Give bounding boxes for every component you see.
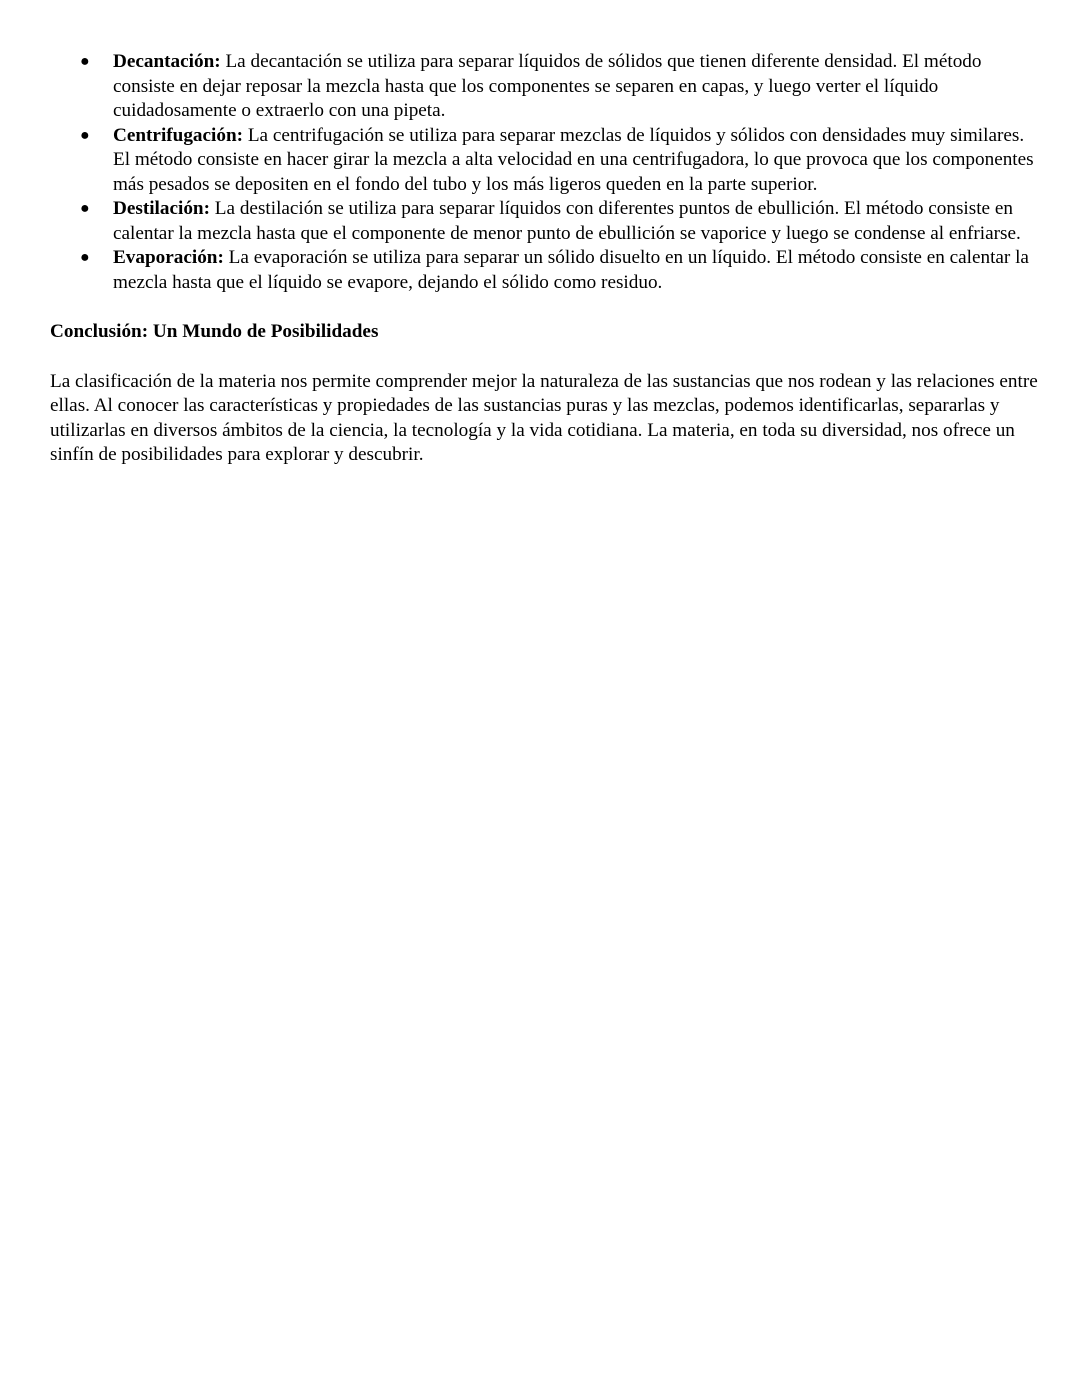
bullet-icon: ● <box>80 53 90 70</box>
method-description: La centrifugación se utiliza para separar mezclas de líquidos y sólidos con densidades muy similares. El método consiste en hacer girar la mezcla a alta velocidad en una centrifugadora, lo que provoca que los componentes más pesados se depositen en el fondo del tubo y los más ligeros queden en la parte superior. <box>113 124 1034 195</box>
list-item <box>50 197 1040 246</box>
method-description: La decantación se utiliza para separar líquidos de sólidos que tienen diferente densidad. El método consiste en dejar reposar la mezcla hasta que los componentes se separen en capas, y luego verter el líquido cuidadosamente o extraerlo con una pipeta. <box>113 51 982 121</box>
bullet-icon: ● <box>80 249 90 266</box>
method-term: Decantación: <box>113 51 221 72</box>
method-term: Evaporación: <box>113 247 224 268</box>
list-item <box>50 246 1040 295</box>
method-term: Centrifugación: <box>113 124 244 146</box>
method-description: La destilación se utiliza para separar líquidos con diferentes puntos de ebullición. El método consiste en calentar la mezcla hasta que el componente de menor punto de ebullición se vaporice y luego se condense al enfriarse. <box>113 198 1021 244</box>
conclusion-heading: Conclusión: Un Mundo de Posibilidades <box>50 321 379 342</box>
method-description: La evaporación se utiliza para separar un sólido disuelto en un líquido. El método consiste en calentar la mezcla hasta que el líquido se evapore, dejando el sólido como residuo. <box>113 247 1029 293</box>
bullet-icon: ● <box>80 126 90 144</box>
separation-methods-list <box>50 50 1040 295</box>
conclusion-paragraph: La clasificación de la materia nos permite comprender mejor la naturaleza de las sustancias que nos rodean y las relaciones entre ellas. Al conocer las características y propiedades de las sustancias puras y las mezclas, podemos identificarlas, separarlas y utilizarlas en diversos ámbitos de la ciencia, la tecnología y la vida cotidiana. La materia, en toda su diversidad, nos ofrece un sinfín de posibilidades para explorar y descubrir. <box>50 370 1038 465</box>
bullet-icon: ● <box>80 200 90 217</box>
list-item <box>50 50 1040 124</box>
document-page <box>50 50 1040 468</box>
list-item <box>50 124 1040 198</box>
method-term: Destilación: <box>113 198 210 219</box>
